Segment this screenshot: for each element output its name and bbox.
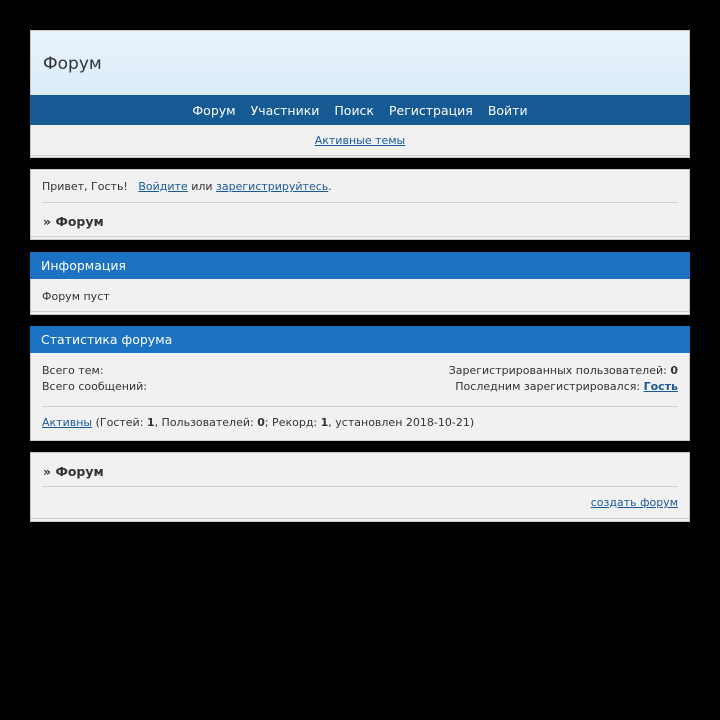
breadcrumb: [43, 214, 104, 229]
divider: [31, 518, 689, 519]
registered-label: Зарегистрированных пользователей:: [448, 364, 667, 377]
breadcrumb-prefix: »: [43, 464, 52, 479]
users-label: , Пользователей:: [154, 416, 258, 429]
info-panel: [30, 252, 690, 315]
nav-login[interactable]: Войти: [487, 102, 528, 118]
site-title[interactable]: Форум: [43, 54, 102, 74]
divider: [31, 236, 689, 237]
nav-forum[interactable]: Форум: [192, 102, 236, 118]
welcome-line: [42, 180, 332, 193]
site-header: [30, 30, 690, 158]
guests-label: (Гостей:: [92, 416, 147, 429]
record-label: ; Рекорд:: [264, 416, 321, 429]
footer-panel: [30, 452, 690, 522]
register-link[interactable]: зарегистрируйтесь: [216, 180, 329, 193]
stats-panel: [30, 326, 690, 441]
welcome-panel: [30, 169, 690, 240]
divider: [42, 406, 678, 407]
stats-heading: Статистика форума: [30, 326, 690, 353]
breadcrumb-prefix: »: [43, 214, 52, 229]
breadcrumb: [43, 464, 104, 479]
sub-nav: [31, 125, 689, 156]
last-registered-label: Последним зарегистрировался:: [455, 380, 641, 393]
record-value: 1: [320, 416, 329, 429]
record-suffix: , установлен 2018-10-21): [328, 416, 475, 429]
active-topics-link[interactable]: Активные темы: [314, 133, 406, 147]
users-value: 0: [257, 416, 265, 429]
registered-value: 0: [670, 364, 678, 377]
main-nav: [30, 95, 690, 125]
nav-register[interactable]: Регистрация: [388, 102, 473, 118]
create-forum-wrap: [591, 496, 678, 509]
active-users-link[interactable]: Активны: [42, 416, 93, 429]
info-text: Форум пуст: [42, 290, 110, 303]
divider: [31, 311, 689, 312]
divider: [42, 202, 678, 203]
breadcrumb-forum[interactable]: Форум: [55, 214, 104, 229]
guests-value: 1: [146, 416, 155, 429]
login-link[interactable]: Войдите: [138, 180, 188, 193]
greeting-text: Привет, Гость!: [42, 180, 128, 193]
total-topics-label: Всего тем:: [42, 364, 104, 377]
last-registered: [455, 380, 678, 393]
breadcrumb-forum[interactable]: Форум: [55, 464, 104, 479]
nav-members[interactable]: Участники: [250, 102, 320, 118]
period-text: .: [328, 180, 332, 193]
or-text: или: [191, 180, 213, 193]
registered-users: [449, 364, 678, 377]
online-line: [42, 416, 474, 429]
title-area: [31, 31, 689, 95]
total-posts-label: Всего сообщений:: [42, 380, 147, 393]
create-forum-link[interactable]: создать форум: [590, 496, 678, 509]
last-registered-user-link[interactable]: Гость: [643, 380, 678, 393]
divider: [42, 486, 678, 487]
nav-search[interactable]: Поиск: [334, 102, 374, 118]
info-heading: Информация: [30, 252, 690, 279]
